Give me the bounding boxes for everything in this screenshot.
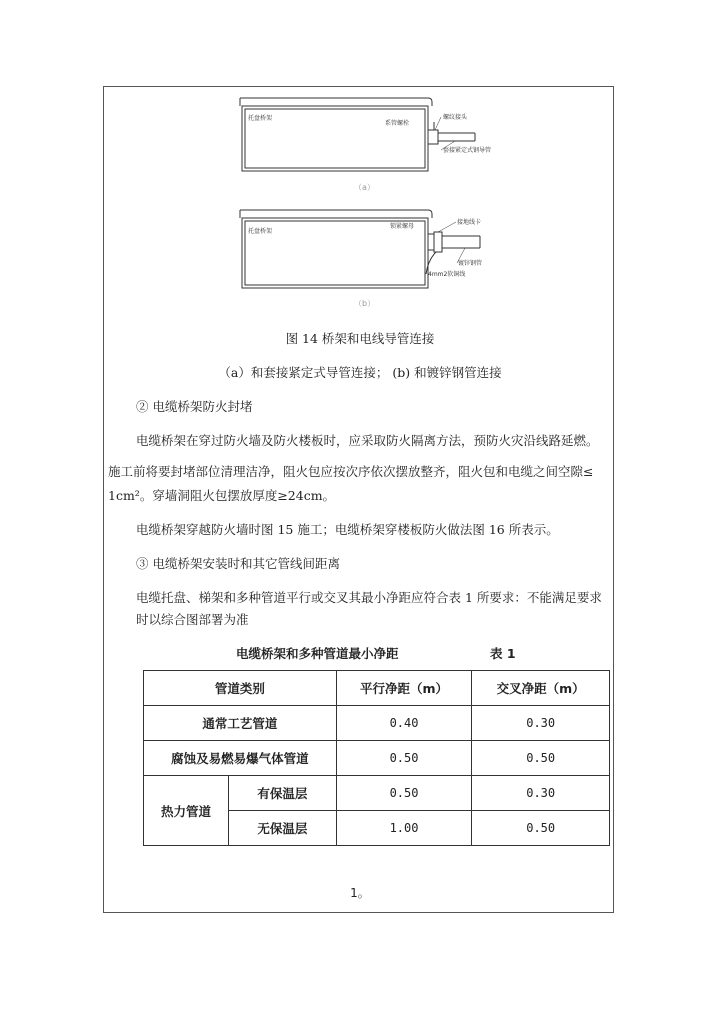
table-header-row xyxy=(144,671,610,706)
row-category: 腐蚀及易燃易爆气体管道 xyxy=(144,741,337,776)
row-parallel: 0.50 xyxy=(336,741,472,776)
row-category: 通常工艺管道 xyxy=(144,706,337,741)
figure-caption-title: 图 14 桥架和电线导管连接 xyxy=(285,331,435,346)
figure-a xyxy=(230,92,510,197)
section2-paragraph-3: 电缆桥架穿越防火墙时图 15 施工；电缆桥架穿楼板防火做法图 16 所表示。 xyxy=(136,522,559,537)
header-category: 管道类别 xyxy=(144,671,337,706)
row-category-heat: 热力管道 xyxy=(144,776,229,846)
section2-heading: ② 电缆桥架防火封堵 xyxy=(136,399,253,414)
row-parallel: 0.40 xyxy=(336,706,472,741)
row-cross: 0.30 xyxy=(472,776,610,811)
section2-paragraph-1: 电缆桥架在穿过防火墙及防火楼板时，应采取防火隔离方法，预防火灾沿线路延燃。 xyxy=(136,433,599,448)
row-cross: 0.50 xyxy=(472,811,610,846)
header-parallel: 平行净距（m） xyxy=(336,671,472,706)
row-cross: 0.50 xyxy=(472,741,610,776)
fig-b-sublabel: （b） xyxy=(354,299,376,308)
row-cross: 0.30 xyxy=(472,706,610,741)
section3-paragraph-2: 时以综合图部署为准 xyxy=(136,612,249,627)
row-parallel: 1.00 xyxy=(336,811,472,846)
section3-heading: ③ 电缆桥架安装时和其它管线间距离 xyxy=(136,556,340,571)
row-subcategory: 有保温层 xyxy=(229,776,337,811)
section3-paragraph-1: 电缆托盘、梯架和多种管道平行或交叉其最小净距应符合表 1 所要求：不能满足要求 xyxy=(136,590,602,605)
page-number: 1。 xyxy=(350,886,370,900)
fig-a-tube-label: 套接紧定式钢导管 xyxy=(443,147,492,154)
fig-b-bolt-label: 锁紧螺母 xyxy=(390,223,415,230)
table-row xyxy=(144,776,610,811)
fig-b-pipe-label: 镀锌钢管 xyxy=(458,260,483,267)
header-cross: 交叉净距（m） xyxy=(472,671,610,706)
fig-a-joint-label: 螺纹接头 xyxy=(443,114,468,121)
section2-paragraph-2b: 1cm²。穿墙洞阻火包摆放厚度≥24cm。 xyxy=(108,488,336,503)
table-row xyxy=(144,706,610,741)
fig-a-tray-label: 托盘桥架 xyxy=(248,115,273,122)
table-label: 表 1 xyxy=(490,646,516,661)
fig-a-bolt-label: 系管螺栓 xyxy=(385,120,410,127)
table-row xyxy=(144,741,610,776)
fig-b-clip-label: 接地线卡 xyxy=(457,219,482,226)
figure-caption-subtitle: （a）和套接紧定式导管连接； (b) 和镀锌钢管连接 xyxy=(218,365,502,380)
table-title: 电缆桥架和多种管道最小净距 xyxy=(236,646,399,661)
row-subcategory: 无保温层 xyxy=(229,811,337,846)
fig-b-tray-label: 托盘桥架 xyxy=(248,228,273,235)
figure-b xyxy=(230,204,510,314)
fig-b-wire-label: 4mm2软铜线 xyxy=(428,271,466,278)
distance-table xyxy=(143,670,610,846)
section2-paragraph-2a: 施工前将要封堵部位清理洁净，阻火包应按次序依次摆放整齐，阻火包和电缆之间空隙≤ xyxy=(108,464,594,479)
fig-a-sublabel: （a） xyxy=(354,183,375,192)
row-parallel: 0.50 xyxy=(336,776,472,811)
